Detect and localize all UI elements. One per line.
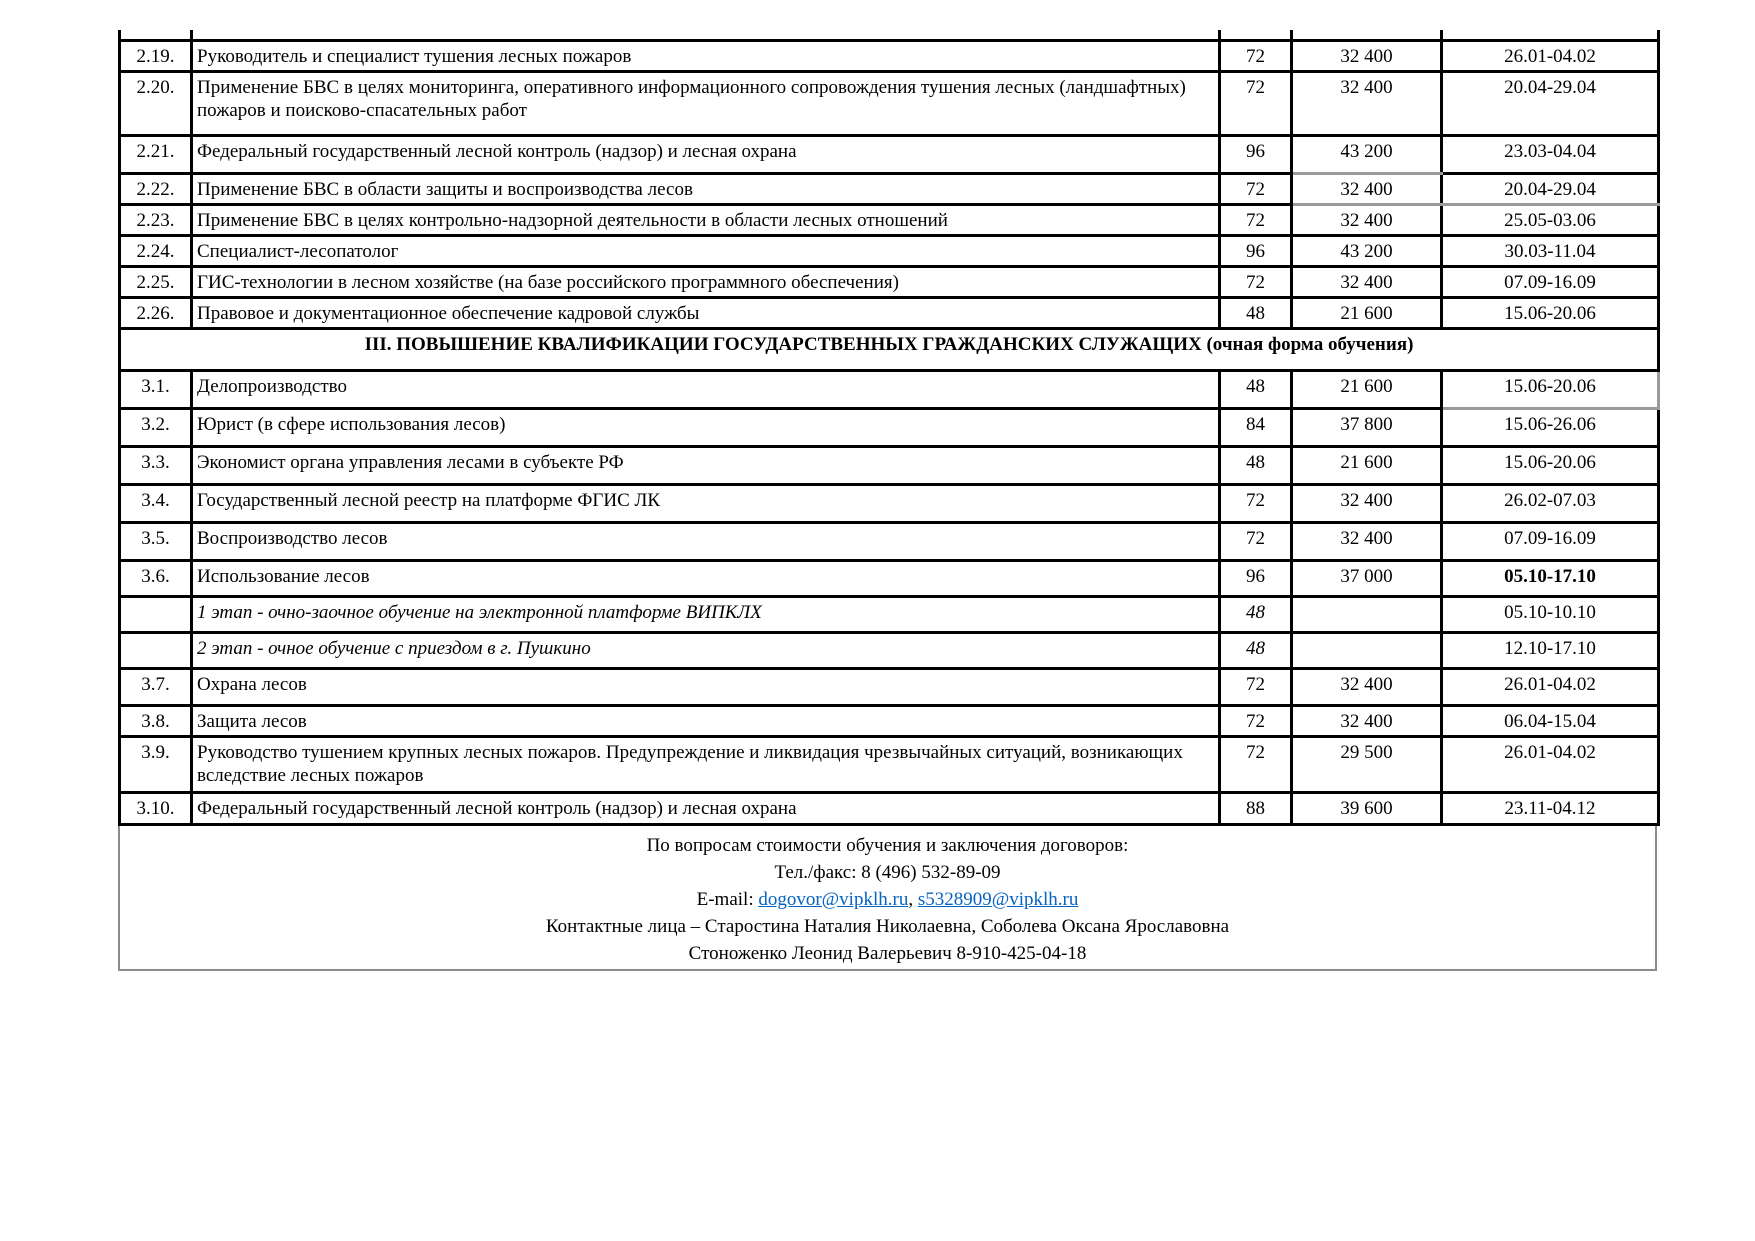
row-number-cell: 3.5. <box>120 522 192 560</box>
dates-cell: 23.03-04.04 <box>1442 135 1659 173</box>
course-schedule-table <box>118 30 1660 826</box>
table-row <box>120 446 1659 484</box>
course-name-cell: Воспроизводство лесов <box>192 522 1220 560</box>
dates-cell: 07.09-16.09 <box>1442 522 1659 560</box>
table-row <box>120 235 1659 266</box>
price-cell: 32 400 <box>1292 173 1442 204</box>
table-row <box>120 792 1659 824</box>
price-cell: 32 400 <box>1292 40 1442 71</box>
dates-cell: 20.04-29.04 <box>1442 173 1659 204</box>
course-name-cell: Охрана лесов <box>192 668 1220 705</box>
table-row <box>120 173 1659 204</box>
document-sheet <box>118 30 1657 971</box>
price-cell: 39 600 <box>1292 792 1442 824</box>
dates-cell: 26.01-04.02 <box>1442 668 1659 705</box>
footer-line-questions: По вопросам стоимости обучения и заключения договоров: <box>646 834 1129 856</box>
table-row <box>120 705 1659 736</box>
price-cell: 21 600 <box>1292 370 1442 408</box>
dates-cell: 07.09-16.09 <box>1442 266 1659 297</box>
dates-cell: 20.04-29.04 <box>1442 71 1659 135</box>
course-name-cell: Экономист органа управления лесами в субъекте РФ <box>192 446 1220 484</box>
hours-cell: 48 <box>1220 596 1292 632</box>
table-row <box>120 135 1659 173</box>
row-number-cell: 3.8. <box>120 705 192 736</box>
dates-cell: 12.10-17.10 <box>1442 632 1659 668</box>
course-name-cell: Руководитель и специалист тушения лесных пожаров <box>192 40 1220 71</box>
hours-cell: 72 <box>1220 522 1292 560</box>
price-cell: 32 400 <box>1292 522 1442 560</box>
hours-cell: 72 <box>1220 40 1292 71</box>
email-label: E-mail: <box>696 888 759 910</box>
hours-cell: 48 <box>1220 446 1292 484</box>
price-cell <box>1292 30 1442 40</box>
table-row <box>120 560 1659 596</box>
price-cell: 37 000 <box>1292 560 1442 596</box>
price-cell: 32 400 <box>1292 266 1442 297</box>
dates-cell: 15.06-26.06 <box>1442 408 1659 446</box>
course-name-cell: Руководство тушением крупных лесных пожаров. Предупреждение и ликвидация чрезвычайных ситуаций, возникающих вследствие лесных пожаров <box>192 736 1220 792</box>
course-name-cell: 2 этап - очное обучение с приездом в г. Пушкино <box>192 632 1220 668</box>
hours-cell: 96 <box>1220 135 1292 173</box>
table-row <box>120 484 1659 522</box>
email-link-s5328909[interactable]: s5328909@vipklh.ru <box>917 888 1079 910</box>
course-name-cell: ГИС-технологии в лесном хозяйстве (на базе российского программного обеспечения) <box>192 266 1220 297</box>
price-cell: 37 800 <box>1292 408 1442 446</box>
table-row <box>120 370 1659 408</box>
course-name-cell: Специалист-лесопатолог <box>192 235 1220 266</box>
course-name-cell <box>192 30 1220 40</box>
course-name-cell: Применение БВС в целях контрольно-надзорной деятельности в области лесных отношений <box>192 204 1220 235</box>
table-row <box>120 736 1659 792</box>
price-cell <box>1292 596 1442 632</box>
dates-cell: 15.06-20.06 <box>1442 446 1659 484</box>
table-row <box>120 266 1659 297</box>
hours-cell: 96 <box>1220 560 1292 596</box>
price-cell: 43 200 <box>1292 135 1442 173</box>
table-row-stage <box>120 596 1659 632</box>
hours-cell: 72 <box>1220 484 1292 522</box>
price-cell: 32 400 <box>1292 484 1442 522</box>
table-row <box>120 204 1659 235</box>
hours-cell: 72 <box>1220 266 1292 297</box>
table-row <box>120 522 1659 560</box>
row-number-cell: 2.22. <box>120 173 192 204</box>
hours-cell: 72 <box>1220 668 1292 705</box>
table-row <box>120 408 1659 446</box>
table-row-cutoff <box>120 30 1659 40</box>
table-row <box>120 40 1659 71</box>
course-name-cell: Применение БВС в целях мониторинга, оперативного информационного сопровождения тушения лесных (ландшафтных) пожаров и поисково-спасательных работ <box>192 71 1220 135</box>
hours-cell: 72 <box>1220 71 1292 135</box>
price-cell <box>1292 632 1442 668</box>
course-name-cell: Правовое и документационное обеспечение кадровой службы <box>192 297 1220 328</box>
dates-cell: 26.01-04.02 <box>1442 736 1659 792</box>
footer-line-phone: Тел./факс: 8 (496) 532-89-09 <box>774 861 1001 883</box>
price-cell: 32 400 <box>1292 71 1442 135</box>
price-cell: 32 400 <box>1292 668 1442 705</box>
footer-line-contact2: Стоноженко Леонид Валерьевич 8-910-425-04-18 <box>688 942 1087 964</box>
course-name-cell: 1 этап - очно-заочное обучение на электронной платформе ВИПКЛХ <box>192 596 1220 632</box>
table-row <box>120 297 1659 328</box>
hours-cell: 96 <box>1220 235 1292 266</box>
email-separator: , <box>908 888 918 910</box>
row-number-cell: 2.23. <box>120 204 192 235</box>
dates-cell: 05.10-10.10 <box>1442 596 1659 632</box>
hours-cell: 72 <box>1220 705 1292 736</box>
hours-cell: 72 <box>1220 736 1292 792</box>
price-cell: 43 200 <box>1292 235 1442 266</box>
hours-cell: 88 <box>1220 792 1292 824</box>
row-number-cell: 3.2. <box>120 408 192 446</box>
hours-cell: 48 <box>1220 370 1292 408</box>
row-number-cell: 2.26. <box>120 297 192 328</box>
course-name-cell: Защита лесов <box>192 705 1220 736</box>
section-header-row <box>120 328 1659 370</box>
footer-line-email <box>120 886 1655 913</box>
hours-cell <box>1220 30 1292 40</box>
row-number-cell: 3.10. <box>120 792 192 824</box>
dates-cell: 06.04-15.04 <box>1442 705 1659 736</box>
price-cell: 29 500 <box>1292 736 1442 792</box>
dates-cell: 15.06-20.06 <box>1442 297 1659 328</box>
price-cell: 32 400 <box>1292 705 1442 736</box>
table-row <box>120 668 1659 705</box>
row-number-cell: 3.6. <box>120 560 192 596</box>
row-number-cell: 3.1. <box>120 370 192 408</box>
row-number-cell: 2.20. <box>120 71 192 135</box>
hours-cell: 72 <box>1220 204 1292 235</box>
row-number-cell: 3.7. <box>120 668 192 705</box>
course-name-cell: Государственный лесной реестр на платформе ФГИС ЛК <box>192 484 1220 522</box>
table-row <box>120 71 1659 135</box>
row-number-cell <box>120 30 192 40</box>
price-cell: 21 600 <box>1292 297 1442 328</box>
course-name-cell: Использование лесов <box>192 560 1220 596</box>
row-number-cell: 2.19. <box>120 40 192 71</box>
hours-cell: 84 <box>1220 408 1292 446</box>
dates-cell: 25.05-03.06 <box>1442 204 1659 235</box>
table-row-stage <box>120 632 1659 668</box>
row-number-cell: 2.25. <box>120 266 192 297</box>
dates-cell: 05.10-17.10 <box>1442 560 1659 596</box>
hours-cell: 72 <box>1220 173 1292 204</box>
row-number-cell: 2.21. <box>120 135 192 173</box>
row-number-cell: 3.9. <box>120 736 192 792</box>
course-name-cell: Юрист (в сфере использования лесов) <box>192 408 1220 446</box>
hours-cell: 48 <box>1220 297 1292 328</box>
course-name-cell: Делопроизводство <box>192 370 1220 408</box>
hours-cell: 48 <box>1220 632 1292 668</box>
course-name-cell: Федеральный государственный лесной контроль (надзор) и лесная охрана <box>192 135 1220 173</box>
dates-cell <box>1442 30 1659 40</box>
footer-line-contacts: Контактные лица – Старостина Наталия Николаевна, Соболева Оксана Ярославовна <box>545 915 1230 937</box>
dates-cell: 26.02-07.03 <box>1442 484 1659 522</box>
dates-cell: 30.03-11.04 <box>1442 235 1659 266</box>
dates-cell: 23.11-04.12 <box>1442 792 1659 824</box>
row-number-cell: 3.4. <box>120 484 192 522</box>
row-number-cell: 3.3. <box>120 446 192 484</box>
contacts-footer <box>118 826 1657 971</box>
row-number-cell: 2.24. <box>120 235 192 266</box>
price-cell: 21 600 <box>1292 446 1442 484</box>
dates-cell: 15.06-20.06 <box>1442 370 1659 408</box>
row-number-cell <box>120 632 192 668</box>
dates-cell: 26.01-04.02 <box>1442 40 1659 71</box>
price-cell: 32 400 <box>1292 204 1442 235</box>
section-header: III. ПОВЫШЕНИЕ КВАЛИФИКАЦИИ ГОСУДАРСТВЕННЫХ ГРАЖДАНСКИХ СЛУЖАЩИХ (очная форма обучения) <box>120 328 1659 370</box>
row-number-cell <box>120 596 192 632</box>
course-name-cell: Применение БВС в области защиты и воспроизводства лесов <box>192 173 1220 204</box>
email-link-dogovor[interactable]: dogovor@vipklh.ru <box>758 888 909 910</box>
course-name-cell: Федеральный государственный лесной контроль (надзор) и лесная охрана <box>192 792 1220 824</box>
